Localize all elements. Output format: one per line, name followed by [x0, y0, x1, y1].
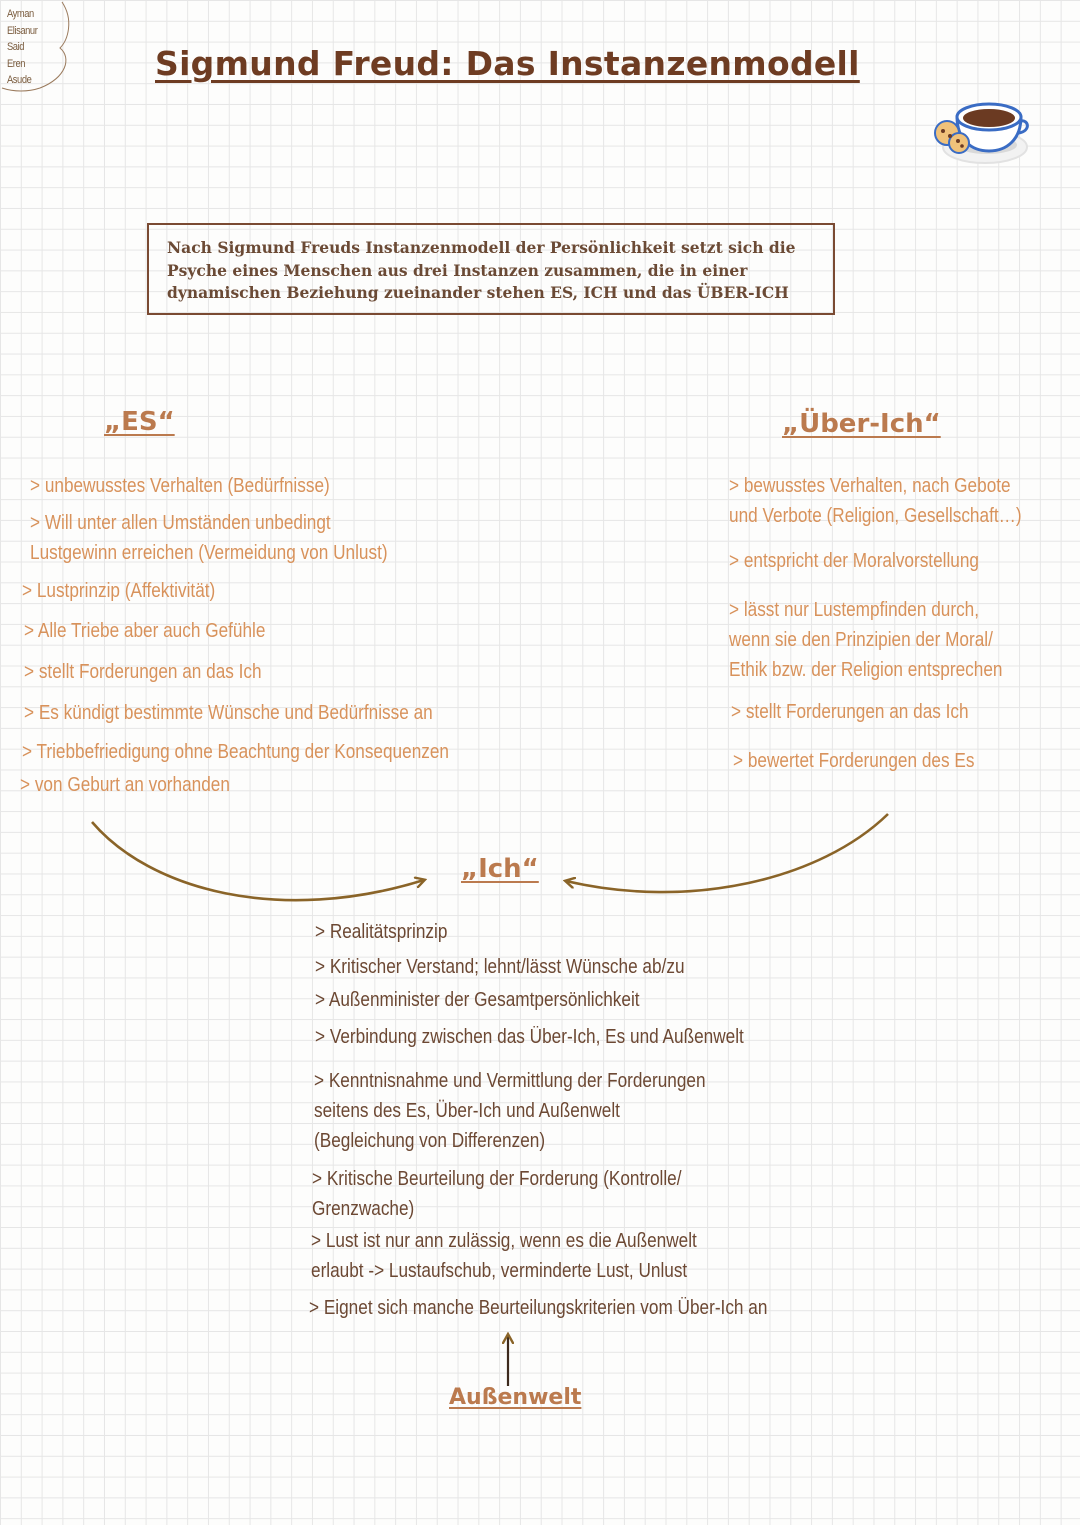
intro-line: dynamischen Beziehung zueinander stehen ES, ICH und das ÜBER-ICH — [167, 283, 789, 302]
ich-list-item: > Kritische Beurteilung der Forderung (Kontrolle/ Grenzwache) — [312, 1168, 682, 1220]
ich-list-item: > Außenminister der Gesamtpersönlichkeit — [315, 989, 640, 1011]
ich-list-item: > Kenntnisnahme und Vermittlung der Forderungen seitens des Es, Über-Ich und Außenwelt (Begleichung von Differenzen) — [314, 1070, 706, 1152]
ich-list-item: > Kritischer Verstand; lehnt/lässt Wünsche ab/zu — [315, 956, 685, 978]
es-list-item: > von Geburt an vorhanden — [20, 774, 230, 796]
author-name: Said — [7, 41, 25, 53]
intro-line: Nach Sigmund Freuds Instanzenmodell der Persönlichkeit setzt sich die — [167, 238, 796, 257]
es-list-item: > Lustprinzip (Affektivität) — [22, 580, 216, 602]
page-title: Sigmund Freud: Das Instanzenmodell — [155, 44, 860, 83]
ueber-ich-list-item: > bewusstes Verhalten, nach Gebote und Verbote (Religion, Gesellschaft…) — [729, 475, 1022, 527]
es-list-item: > Es kündigt bestimmte Wünsche und Bedürfnisse an — [24, 702, 433, 724]
ich-list-item: > Eignet sich manche Beurteilungskriterien vom Über-Ich an — [309, 1297, 768, 1319]
ich-heading: „Ich“ — [461, 854, 539, 884]
ich-list-item: > Realitätsprinzip — [315, 921, 448, 943]
ueber-ich-list-item: > lässt nur Lustempfinden durch, wenn sie den Prinzipien der Moral/ Ethik bzw. der Religion entsprechen — [729, 599, 1003, 681]
ueber-ich-list-item: > bewertet Forderungen des Es — [733, 750, 975, 772]
author-name: Ayman — [7, 8, 34, 20]
aussenwelt-label: Außenwelt — [449, 1385, 582, 1410]
ich-list-item: > Verbindung zwischen das Über-Ich, Es und Außenwelt — [315, 1026, 744, 1048]
ueber-ich-heading: „Über-Ich“ — [782, 409, 941, 439]
intro-line: Psyche eines Menschen aus drei Instanzen zusammen, die in einer — [167, 260, 748, 280]
es-list-item: > stellt Forderungen an das Ich — [24, 661, 262, 683]
es-heading: „ES“ — [104, 407, 175, 437]
es-list-item: > unbewusstes Verhalten (Bedürfnisse) — [30, 475, 330, 497]
author-name: Eren — [7, 57, 26, 70]
es-list-item: > Alle Triebe aber auch Gefühle — [24, 620, 266, 642]
ueber-ich-list-item: > stellt Forderungen an das Ich — [731, 701, 969, 723]
author-name: Elisanur — [7, 24, 38, 37]
es-list-item: > Triebbefriedigung ohne Beachtung der Konsequenzen — [22, 741, 449, 763]
es-list-item: > Will unter allen Umständen unbedingt Lustgewinn erreichen (Vermeidung von Unlust) — [30, 512, 388, 564]
ueber-ich-list-item: > entspricht der Moralvorstellung — [729, 550, 980, 572]
arrow-ueber-ich-to-ich — [566, 814, 888, 892]
author-name: Asude — [7, 74, 32, 86]
ich-list-item: > Lust ist nur ann zulässig, wenn es die Außenwelt erlaubt -> Lustaufschub, verminderte Lust, Unlust — [311, 1230, 697, 1282]
arrow-es-to-ich — [92, 822, 424, 900]
